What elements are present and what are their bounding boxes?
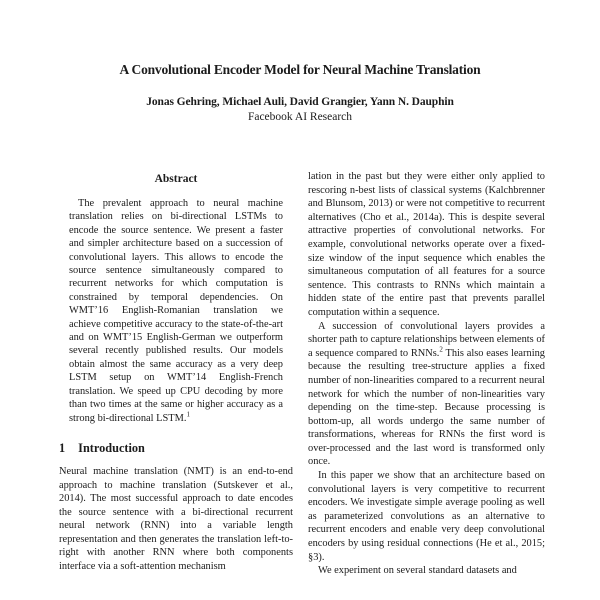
footnote-marker-2: 2 [439,345,443,354]
section-title: Introduction [78,440,145,455]
right-column-paragraph-1: lation in the past but they were either only applied to rescoring n-best lists of classical systems (Kalchbrenner and Blunsom, 2013) or were not competitive to recurrent alternatives (Cho et al., 2014a). This is despite several attractive properties of convolutional networks. For example, convolutional networks operate over a fixed-size window of the input sequence which enables the simultaneous computation of all features for a source sentence. This contrasts to RNNs which maintain a hidden state of the entire past that prevents parallel computation within a sequence. [308,171,545,318]
paragraph-2-text-a: A succession of convolutional layers provides a shorter path to capture relationships between elements of a sequence compared to RNNs. [308,320,545,359]
right-column-paragraph-2 [308,320,545,470]
abstract-body [69,197,283,425]
right-column-paragraph-3: In this paper we show that an architecture based on convolutional layers is very competitive to recurrent encoders. We investigate simple average pooling as well as parameterized convolutions as an alternative to recurrent encoders and enable very deep convolutional encoders by using residual connections (He et al., 2015; §3). [308,470,545,563]
right-column-paragraph-4: We experiment on several standard datasets and [318,565,517,577]
right-column [308,170,545,578]
footnote-marker-1: 1 [186,410,190,419]
intro-paragraph: Neural machine translation (NMT) is an end-to-end approach to machine translation (Sutskever et al., 2014). The most successful approach to date encodes the source sentence with a bi-directional recurrent neural network (RNN) into a variable length representation and then generates the translation left-to-right with another RNN where both components interface via a soft-attention mechanism [59,465,293,573]
paragraph-2-text-b: This also eases learning because the resulting tree-structure applies a fixed number of non-linearities compared to a recurrent neural network for which the number of non-linearities vary depending on the time-step. Because processing is bottom-up, all words undergo the same number of transformations, whereas for RNNs the first word is over-processed and the last word is transformed only once. [308,347,545,468]
section-number: 1 [59,440,66,455]
abstract-heading: Abstract [154,173,198,185]
abstract-section [59,173,293,425]
paper-authors: Jonas Gehring, Michael Auli, David Grangier, Yann N. Dauphin [146,96,454,108]
left-column [59,170,293,574]
section-heading-introduction [59,441,293,456]
paper-affiliation: Facebook AI Research [247,111,353,123]
paper-title: A Convolutional Encoder Model for Neural Machine Translation [119,62,481,78]
abstract-text: The prevalent approach to neural machine translation relies on bi-directional LSTMs to encode the source sentence. We present a faster and simpler architecture based on a succession of convolutional layers. This allows to encode the source sentence simultaneously compared to recurrent networks for which computation is constrained by temporal dependencies. On WMT’16 English-Romanian translation we achieve competitive accuracy to the state-of-the-art and on WMT’15 English-German we outperform several recently published results. Our models obtain almost the same accuracy as a very deep LSTM setup on WMT’14 English-French translation. We speed up CPU decoding by more than two times at the same or higher accuracy as a strong bi-directional LSTM. [69,198,283,424]
